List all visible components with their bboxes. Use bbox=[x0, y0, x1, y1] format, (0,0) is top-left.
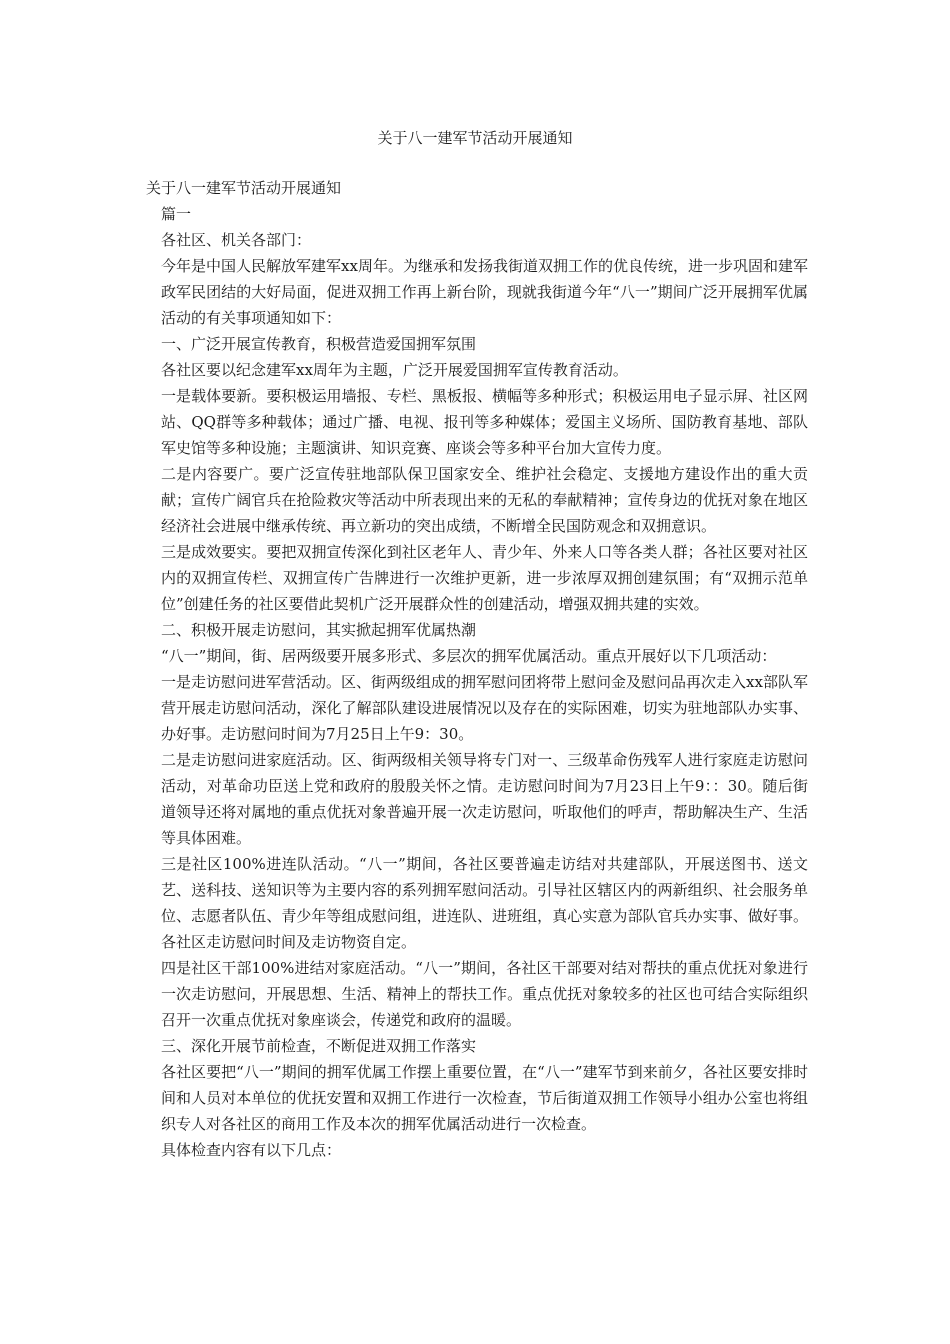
subtitle: 关于八一建军节活动开展通知 bbox=[146, 179, 342, 197]
heading-1: 一、广泛开展宣传教育，积极营造爱国拥军氛围 bbox=[161, 335, 477, 353]
section-label: 篇一 bbox=[161, 205, 192, 223]
paragraph: 各社区要把“八一”期间的拥军优属工作摆上重要位置，在“八一”建军节到来前夕，各社区要安排时间和人员对本单位的优抚安置和双拥工作进行一次检查，节后街道双拥工作领导小组办公室也将组织专人对各社区的商用工作及本次的拥军优属活动进行一次检查。 bbox=[161, 1063, 808, 1133]
paragraph: 三是成效要实。要把双拥宣传深化到社区老年人、青少年、外来人口等各类人群；各社区要对社区内的双拥宣传栏、双拥宣传广告牌进行一次维护更新，进一步浓厚双拥创建氛围；有“双拥示范单位”创建任务的社区要借此契机广泛开展群众性的创建活动，增强双拥共建的实效。 bbox=[161, 543, 808, 613]
paragraph: 一是走访慰问进军营活动。区、街两级组成的拥军慰问团将带上慰问金及慰问品再次走入xx部队军营开展走访慰问活动，深化了解部队建设进展情况以及存在的实际困难，切实为驻地部队办实事、办好事。走访慰问时间为7月25日上午9：30。 bbox=[161, 673, 808, 743]
paragraph: 四是社区干部100%进结对家庭活动。“八一”期间，各社区干部要对结对帮扶的重点优抚对象进行一次走访慰问，开展思想、生活、精神上的帮扶工作。重点优抚对象较多的社区也可结合实际组织召开一次重点优抚对象座谈会，传递党和政府的温暖。 bbox=[161, 959, 808, 1029]
paragraph: 三是社区100%进连队活动。“八一”期间，各社区要普遍走访结对共建部队，开展送图书、送文艺、送科技、送知识等为主要内容的系列拥军慰问活动。引导社区辖区内的两新组织、社会服务单位、志愿者队伍、青少年等组成慰问组，进连队、进班组，真心实意为部队官兵办实事、做好事。各社区走访慰问时间及走访物资自定。 bbox=[161, 855, 808, 951]
document-title: 关于八一建军节活动开展通知 bbox=[377, 129, 573, 147]
paragraph: 二是内容要广。要广泛宣传驻地部队保卫国家安全、维护社会稳定、支援地方建设作出的重大贡献；宣传广阔官兵在抢险救灾等活动中所表现出来的无私的奉献精神；宣传身边的优抚对象在地区经济社会进展中继承传统、再立新功的突出成绩，不断增全民国防观念和双拥意识。 bbox=[161, 465, 808, 535]
salutation: 各社区、机关各部门： bbox=[161, 231, 312, 249]
paragraph: 具体检查内容有以下几点： bbox=[161, 1141, 342, 1159]
heading-3: 三、深化开展节前检查，不断促进双拥工作落实 bbox=[161, 1037, 477, 1055]
document-body bbox=[146, 175, 808, 1163]
paragraph: 各社区要以纪念建军xx周年为主题，广泛开展爱国拥军宣传教育活动。 bbox=[161, 361, 628, 379]
paragraph: 一是载体要新。要积极运用墙报、专栏、黑板报、横幅等多种形式；积极运用电子显示屏、社区网站、QQ群等多种载体；通过广播、电视、报刊等多种媒体；爱国主义场所、国防教育基地、部队军史馆等多种设施；主题演讲、知识竞赛、座谈会等多种平台加大宣传力度。 bbox=[161, 387, 808, 457]
paragraph: “八一”期间，街、居两级要开展多形式、多层次的拥军优属活动。重点开展好以下几项活动： bbox=[161, 647, 777, 665]
paragraph: 今年是中国人民解放军建军xx周年。为继承和发扬我街道双拥工作的优良传统，进一步巩固和建军政军民团结的大好局面，促进双拥工作再上新台阶，现就我街道今年“八一”期间广泛开展拥军优属活动的有关事项通知如下： bbox=[161, 257, 808, 327]
paragraph: 二是走访慰问进家庭活动。区、街两级相关领导将专门对一、三级革命伤残军人进行家庭走访慰问活动，对革命功臣送上党和政府的殷殷关怀之情。走访慰问时间为7月23日上午9：：30。随后街道领导还将对属地的重点优抚对象普遍开展一次走访慰问，听取他们的呼声，帮助解决生产、生活等具体困难。 bbox=[161, 751, 808, 847]
heading-2: 二、积极开展走访慰问，其实掀起拥军优属热潮 bbox=[161, 621, 477, 639]
